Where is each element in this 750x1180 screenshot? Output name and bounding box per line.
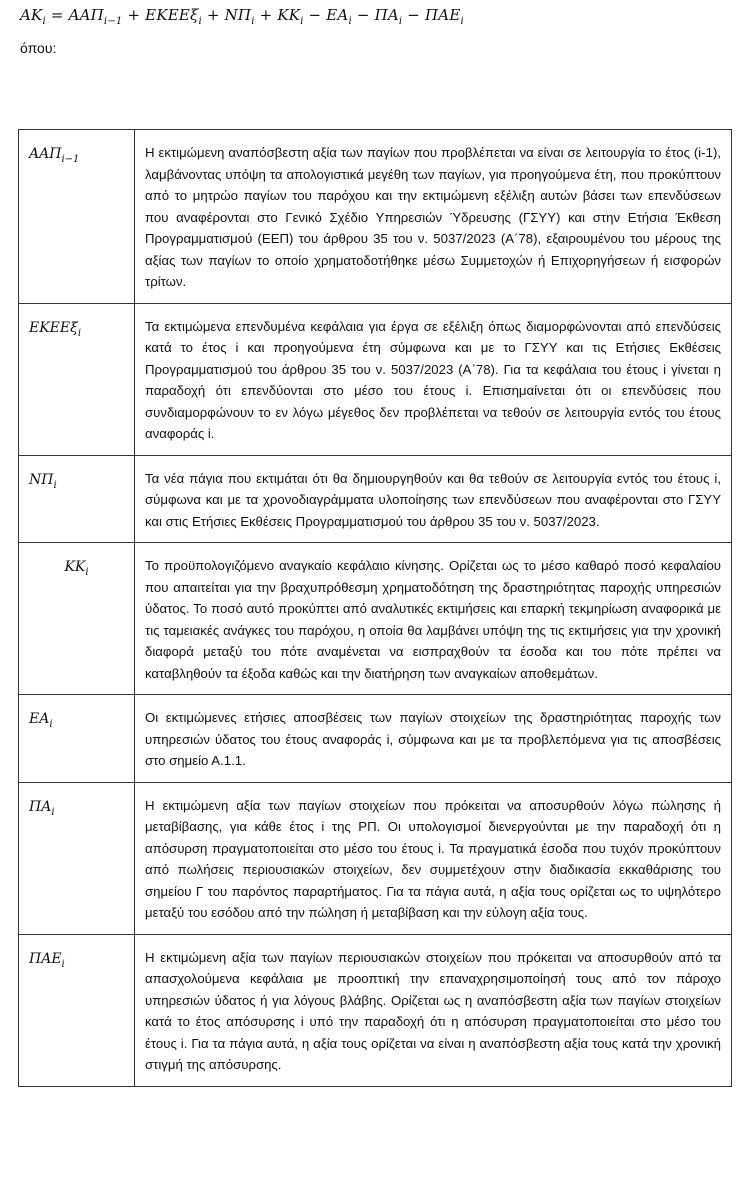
definition-text: Η εκτιμώμενη αξία των παγίων στοιχείων που πρόκειται να αποσυρθούν λόγω πώλησης ή μεταβίβασης, για κάθε έτος i της ΡΠ. Οι υπολογισμοί διενεργούνται με την παραδοχή ότι η απόσυρση πραγματοποιείται στο μέσο του έτους i. Τα πραγματικά έσοδα που τυχόν προκύπτουν από πωλήσεις περιουσιακών στοιχείων, δεν συμμετέχουν στην διαδικασία εκκαθάρισης του σημείου Γ του παρόντος παραρτήματος. Για τα πάγια αυτά, η αξία τους ορίζεται ως το υψηλότερο μεταξύ του εσόδου από την πώληση ή μεταβίβαση και την εύλογη αξία τους. xyxy=(135,782,732,934)
definition-text: Η εκτιμώμενη αναπόσβεστη αξία των παγίων που προβλέπεται να είναι σε λειτουργία το έτος (i-1), λαμβάνοντας υπόψη τα απολογιστικά μεγέθη των παγίων, για προηγούμενα έτη, που προκύπτουν από το μητρώο παγίων του παρόχου και την εκτιμώμενη εξέλιξη αυτών βάσει των επενδύσεων που αναφέρονται στο Γενικό Σχέδιο Υπηρεσιών Ύδρευσης (ΓΣΥΥ) και στην Ετήσια Έκθεση Προγραμματισμού (ΕΕΠ) του άρθρου 35 του ν. 5037/2023 (Α΄78), εξαιρουμένου του μέρους της αξίας των παγίων το οποίο χρηματοδοτήθηκε μέσω Συμμετοχών ή Επιχορηγήσεων ή εισφορών τρίτων. xyxy=(135,130,732,304)
formula-term: = $AA\Pi_{i-1}$ xyxy=(50,6,123,27)
table-row xyxy=(19,782,732,934)
symbol-cell: $KK_i$ xyxy=(19,543,135,695)
formula-lhs-sub: i xyxy=(42,16,46,27)
symbol-cell: $N\Pi_i$ xyxy=(19,455,135,543)
definition-text: Τα εκτιμώμενα επενδυμένα κεφάλαια για έργα σε εξέλιξη όπως διαμορφώνονται από επενδύσεις κατά το έτος i και προηγούμενα έτη σύμφωνα και με το ΓΣΥΥ και τις Ετήσιες Εκθέσεις Προγραμματισμού του άρθρου 35 του ν. 5037/2023 (Α΄78). Για τα κεφάλαια του έτους i γίνεται η παραδοχή ότι επενδύονται στο μέσο του έτους i. Επισημαίνεται ότι οι επενδύσεις που συνδιαμορφώνουν το εν λόγω μέγεθος δεν προβλέπεται να τεθούν σε λειτουργία εντός του έτους αναφοράς i. xyxy=(135,303,732,455)
formula-term: − $EA_i$ xyxy=(308,6,352,27)
table-row xyxy=(19,934,732,1086)
table-row xyxy=(19,543,732,695)
definition-text: Οι εκτιμώμενες ετήσιες αποσβέσεις των παγίων στοιχείων της δραστηριότητας παροχής των υπηρεσιών ύδατος του έτους αναφοράς i, σύμφωνα και με τα προβλεπόμενα για τις αποσβέσεις στο σημείο Α.1.1. xyxy=(135,695,732,783)
formula-term: + $KK_i$ xyxy=(259,6,304,27)
table-row xyxy=(19,303,732,455)
definition-text: Η εκτιμώμενη αξία των παγίων περιουσιακών στοιχείων που πρόκειται να αποσυρθούν από τα απασχολούμενα κεφάλαια με προοπτική την επαναχρησιμοποίησή τους από τον πάροχο υπηρεσιών ύδατος ή για λόγους βλάβης. Ορίζεται ως η αναπόσβεστη αξία των παγίων στοιχείων κατά το έτος απόσυρσης i υπό την παραδοχή ότι η απόσυρση πραγματοποιείται στο μέσο του έτους i. Για τα πάγια αυτά, η αξία τους ορίζεται να είναι η αναπόσβεστη αξία τους κατά την χρονική στιγμή της απόσυρσης. xyxy=(135,934,732,1086)
formula-term: + ΕΚΕΕξ$_i$ xyxy=(127,6,202,27)
definition-text: Το προϋπολογιζόμενο αναγκαίο κεφάλαιο κίνησης. Ορίζεται ως το μέσο καθαρό ποσό κεφαλαίου που απαιτείται για την βραχυπρόθεσμη χρηματοδότηση της δραστηριότητας παροχής υπηρεσιών ύδατος. Το ποσό αυτό προκύπτει από αναλυτικές εκτιμήσεις και επαρκή τεκμηρίωση αναφορικά με τις ταμειακές ανάγκες του παρόχου, η οποία θα λαμβάνει υπόψη της τις εκτιμήσεις για την χρονική διαφορά μεταξύ του πότε αναμένεται να εισπραχθούν τα έσοδα και του πότε πρέπει να καταβληθούν τα έξοδα καθώς και την διατήρηση των αναγκαίων αποθεμάτων. xyxy=(135,543,732,695)
definition-text: Τα νέα πάγια που εκτιμάται ότι θα δημιουργηθούν και θα τεθούν σε λειτουργία εντός του έτους i, σύμφωνα και με τα χρονοδιαγράμματα υλοποίησης των επενδύσεων που αναφέρονται στο ΓΣΥΥ και στις Ετήσιες Εκθέσεις Προγραμματισμού του άρθρου 35 του ν. 5037/2023. xyxy=(135,455,732,543)
table-row xyxy=(19,455,732,543)
table-row xyxy=(19,695,732,783)
formula-term: + $N\Pi_i$ xyxy=(206,6,255,27)
symbol-cell: ΕΚΕΕξ$_i$ xyxy=(19,303,135,455)
formula-lhs: AK xyxy=(20,6,43,24)
definitions-table xyxy=(18,129,732,1087)
symbol-cell: $\Pi A_i$ xyxy=(19,782,135,934)
where-label: όπου: xyxy=(20,40,57,56)
symbol-cell: $\Pi AE_i$ xyxy=(19,934,135,1086)
formula-term: − $\Pi AE_i$ xyxy=(407,6,464,27)
formula-term: − $\Pi A_i$ xyxy=(356,6,403,27)
formula xyxy=(20,6,464,27)
symbol-cell: $EA_i$ xyxy=(19,695,135,783)
table-row xyxy=(19,130,732,304)
symbol-cell: $AA\Pi_{i-1}$ xyxy=(19,130,135,304)
